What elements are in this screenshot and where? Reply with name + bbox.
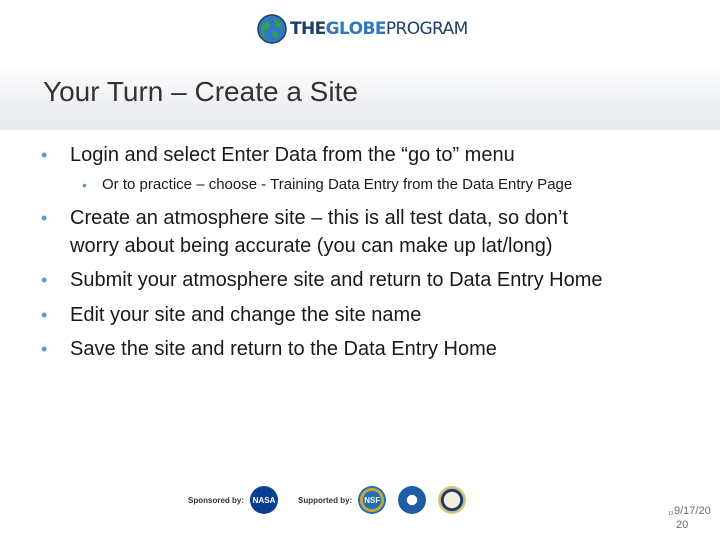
bullet-marker: •: [41, 305, 48, 325]
globe-program-logo: [256, 12, 468, 46]
bullet-text: Edit your site and change the site name: [70, 304, 422, 326]
sub-bullet-practice: [82, 175, 573, 195]
bullet-login: [41, 138, 515, 172]
date-line-1: 9/17/20: [674, 505, 711, 517]
bullet-edit-site: [41, 298, 422, 332]
brand-globe: GLOBE: [325, 19, 386, 39]
bullet-save-site: [41, 332, 497, 366]
nasa-logo-icon: [250, 486, 278, 514]
sub-bullet-marker: •: [82, 177, 87, 193]
bullet-marker: •: [41, 339, 48, 359]
date-line-2: 20: [676, 519, 689, 531]
state-department-seal-icon: [438, 486, 466, 514]
bullet-text: Save the site and return to the Data Entry Home: [70, 338, 497, 360]
nsf-label: NSF: [364, 495, 381, 505]
bullet-submit-site: [41, 263, 603, 297]
bullet-text-continued: worry about being accurate (you can make up lat/long): [70, 235, 553, 257]
supported-by-label: Supported by:: [298, 495, 353, 505]
globe-icon: [256, 13, 288, 45]
brand-the: THE: [290, 19, 326, 39]
nsf-logo-icon: [358, 486, 386, 514]
bullet-marker: •: [41, 208, 48, 228]
brand-wordmark: [290, 19, 468, 39]
brand-program: PROGRAM: [385, 19, 468, 39]
sponsor-strip: [188, 482, 466, 518]
noaa-logo-icon: [398, 486, 426, 514]
sub-bullet-text: Or to practice – choose - Training Data Entry from the Data Entry Page: [102, 176, 573, 193]
bullet-marker: •: [41, 270, 48, 290]
slide-number: 13: [668, 511, 674, 517]
bullet-marker: •: [41, 145, 48, 165]
sponsored-by-label: Sponsored by:: [188, 495, 245, 505]
bullet-create-site-continued: [70, 229, 553, 263]
bullet-text: Login and select Enter Data from the “go to” menu: [70, 144, 515, 166]
bullet-text: Submit your atmosphere site and return to Data Entry Home: [70, 269, 603, 291]
slide-title: Your Turn – Create a Site: [43, 76, 358, 107]
slide-date: [668, 504, 716, 532]
bullet-text: Create an atmosphere site – this is all test data, so don’t: [70, 207, 569, 229]
nasa-label: NASA: [252, 495, 276, 505]
